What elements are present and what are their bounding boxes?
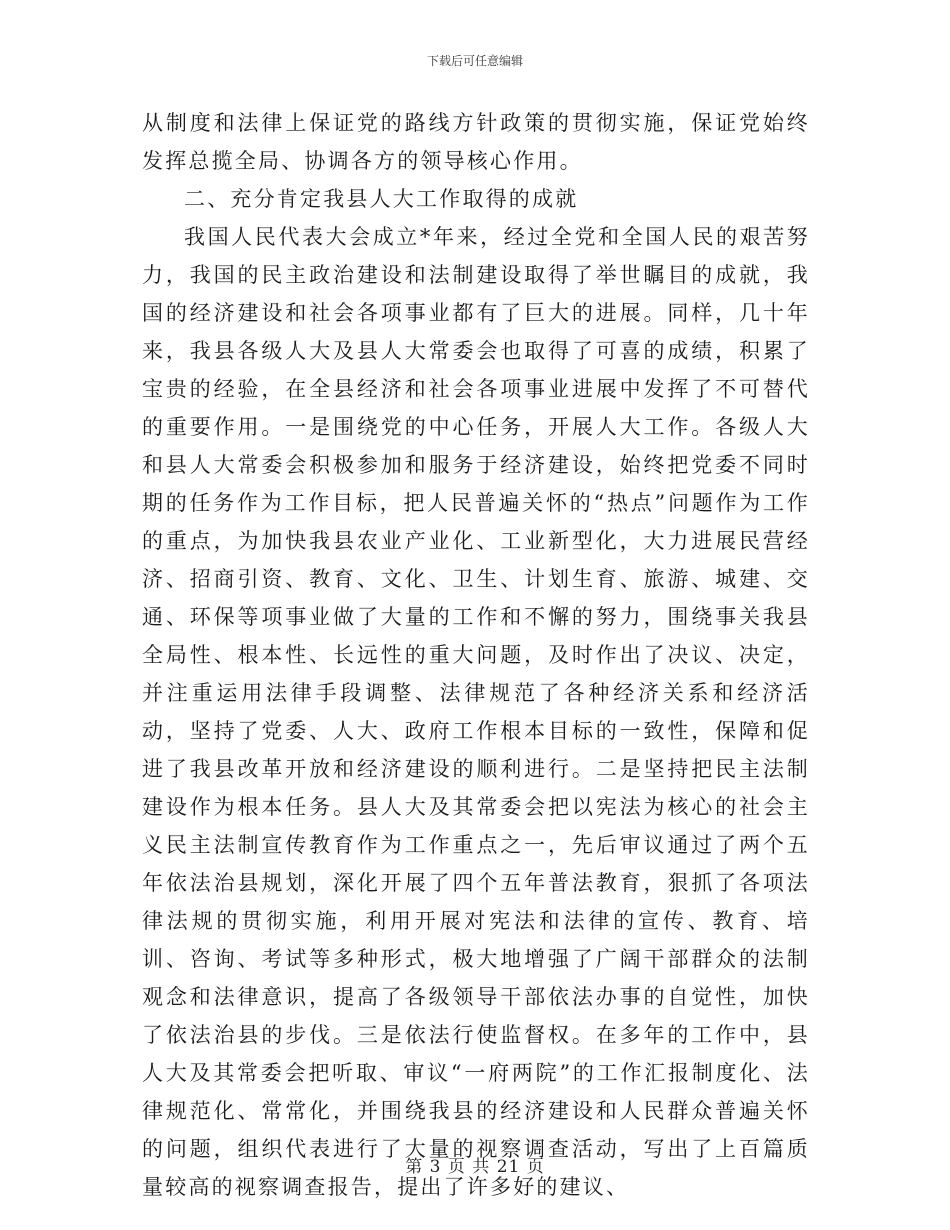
document-body [142,104,810,1206]
paragraph-continuation: 从制度和法律上保证党的路线方针政策的贯彻实施，保证党始终发挥总揽全局、协调各方的领导核心作用。 [142,111,810,173]
page-header: 下载后可任意编辑 [426,54,523,68]
section-heading: 二、充分肯定我县人大工作取得的成就 [184,187,579,211]
page-number: 第 3 页 共 21 页 [405,1157,545,1177]
paragraph-achievements: 我国人民代表大会成立*年来，经过全党和全国人民的艰苦努力，我国的民主政治建设和法制建设取得了举世瞩目的成就，我国的经济建设和社会各项事业都有了巨大的进展。同样，几十年来，我县各级人大及县人大常委会也取得了可喜的成绩，积累了宝贵的经验，在全县经济和社会各项事业进展中发挥了不可替代的重要作用。一是围绕党的中心任务，开展人大工作。各级人大和县人大常委会积极参加和服务于经济建设，始终把党委不同时期的任务作为工作目标，把人民普遍关怀的“热点”问题作为工作的重点，为加快我县农业产业化、工业新型化，大力进展民营经济、招商引资、教育、文化、卫生、计划生育、旅游、城建、交通、环保等项事业做了大量的工作和不懈的努力，围绕事关我县全局性、根本性、长远性的重大问题，及时作出了决议、决定，并注重运用法律手段调整、法律规范了各种经济关系和经济活动，坚持了党委、人大、政府工作根本目标的一致性，保障和促进了我县改革开放和经济建设的顺利进行。二是坚持把民主法制建设作为根本任务。县人大及其常委会把以宪法为核心的社会主义民主法制宣传教育作为工作重点之一，先后审议通过了两个五年依法治县规划，深化开展了四个五年普法教育，狠抓了各项法律法规的贯彻实施，利用开展对宪法和法律的宣传、教育、培训、咨询、考试等多种形式，极大地增强了广阔干部群众的法制观念和法律意识，提高了各级领导干部依法办事的自觉性，加快了依法治县的步伐。三是依法行使监督权。在多年的工作中，县人大及其常委会把听取、审议“一府两院”的工作汇报制度化、法律规范化、常常化，并围绕我县的经济建设和人民群众普遍关怀的问题，组织代表进行了大量的视察调查活动，写出了上百篇质量较高的视察调查报告，提出了许多好的建议、 [142,225,810,1199]
